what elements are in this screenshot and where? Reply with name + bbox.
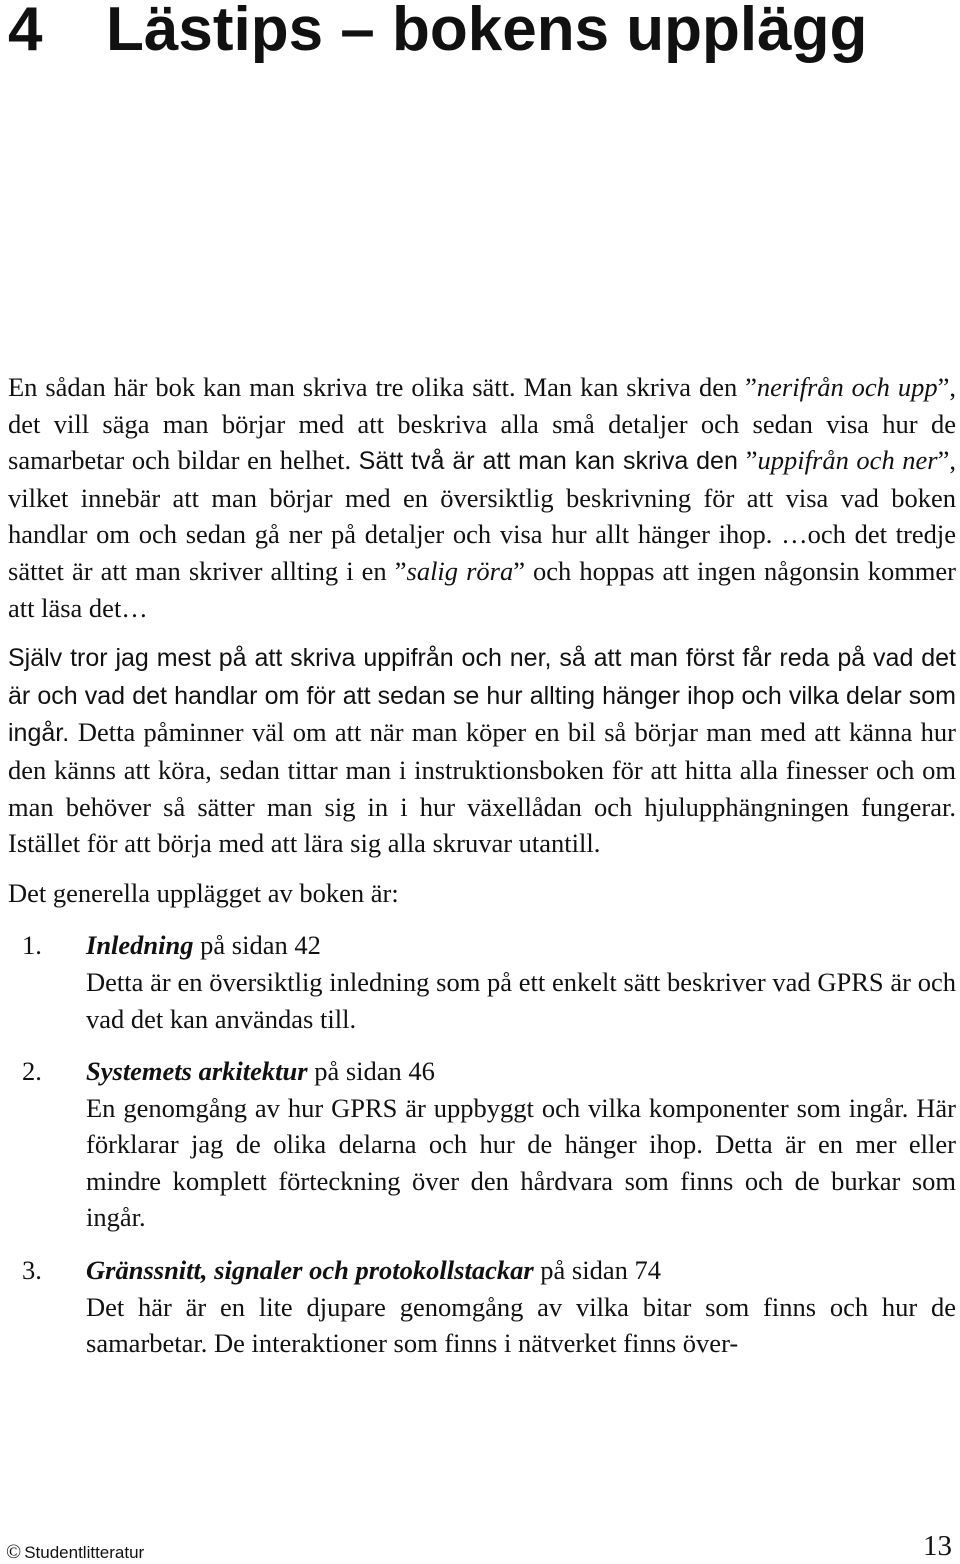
item-title: Inledning	[86, 930, 194, 961]
text-run: Detta påminner väl om att när man köper en bil så börjar man med att känna hur den känns att köra, sedan tittar man i instruktionsboken för att hitta alla finesser och om man behöver så sätter man sig in i hur växellådan och hjulupphängningen fungerar. Istället för att börja med att lära sig alla skruvar utantill.	[8, 717, 956, 859]
text-run: , vilket innebär att man börjar med en översiktlig beskrivning för att visa vad boken handlar om och sedan gå ner på detaljer och visa hur allt hänger ihop.	[8, 445, 956, 550]
item-number: 1.	[22, 930, 42, 961]
outline-item	[8, 1252, 956, 1362]
item-description: Detta är en översiktlig inledning som på ett enkelt sätt beskriver vad GPRS är och vad det kan användas till.	[86, 966, 956, 1034]
item-page-ref: på sidan 46	[307, 1056, 435, 1087]
item-page-ref: på sidan 42	[193, 930, 321, 961]
outline-item	[8, 1053, 956, 1236]
page-number: 13	[923, 1530, 952, 1562]
quote-mark: ”	[745, 445, 758, 476]
item-page-ref: på sidan 74	[533, 1255, 661, 1286]
chapter-body	[8, 369, 956, 1362]
text-run: En sådan här bok kan man skriva tre olika sätt. Man kan skriva den	[8, 372, 746, 402]
item-title: Systemets arkitektur	[86, 1056, 308, 1087]
emphasis: nerifrån och upp	[756, 372, 938, 402]
paragraph-outline-intro: Det generella upplägget av boken är:	[8, 877, 399, 908]
emphasis: uppifrån och ner	[757, 445, 938, 476]
chapter-outline-list	[8, 927, 956, 1362]
text-run: Sätt två är att man kan skriva den	[358, 447, 746, 476]
item-heading	[86, 1252, 956, 1289]
item-description: Det här är en lite djupare genomgång av vilka bitar som finns och hur de samarbetar. De interaktioner som finns i nätverket finns över-	[86, 1291, 956, 1359]
quote-mark: ”	[937, 372, 950, 402]
item-description: En genomgång av hur GPRS är uppbyggt och vilka komponenter som ingår. Här förklarar jag de olika delarna och hur de hänger ihop. Detta är en mer eller mindre komplett förteckning över den hårdvara som finns och de burkar som ingår.	[86, 1092, 956, 1233]
quote-mark: ”	[937, 445, 950, 476]
outline-item	[8, 927, 956, 1037]
text-run: , det vill säga man börjar med att beskriva alla små detaljer och sedan visa hur de samarbetar och bildar en helhet.	[8, 372, 956, 476]
emphasis: salig röra	[406, 555, 514, 586]
text-run: och hoppas att ingen någonsin kommer att läsa det…	[8, 555, 957, 623]
paragraph-intro	[8, 369, 956, 626]
copyright-icon: ©	[6, 1541, 22, 1563]
chapter-title: Lästips – bokens upplägg	[106, 0, 868, 64]
quote-mark: ”	[745, 372, 757, 402]
text-run: Själv tror jag mest på att skriva uppifrån och ner, så att man först får reda på vad det är och vad det handlar om för att sedan se hur allting hänger ihop och vilka delar som ingår.	[8, 644, 956, 748]
chapter-number: 4	[8, 0, 43, 64]
item-number: 3.	[22, 1255, 42, 1286]
quote-mark: ”	[394, 555, 407, 586]
text-run: …och det tredje sättet är att man skriver allting i en	[8, 519, 956, 586]
chapter-heading	[8, 0, 867, 66]
item-title: Gränssnitt, signaler och protokollstackar	[86, 1255, 534, 1286]
paragraph-approach	[8, 639, 956, 862]
quote-mark: ”	[513, 555, 525, 586]
item-heading	[86, 1053, 956, 1090]
item-heading	[86, 927, 956, 964]
publisher-name: Studentlitteratur	[24, 1543, 145, 1562]
item-number: 2.	[22, 1056, 42, 1087]
